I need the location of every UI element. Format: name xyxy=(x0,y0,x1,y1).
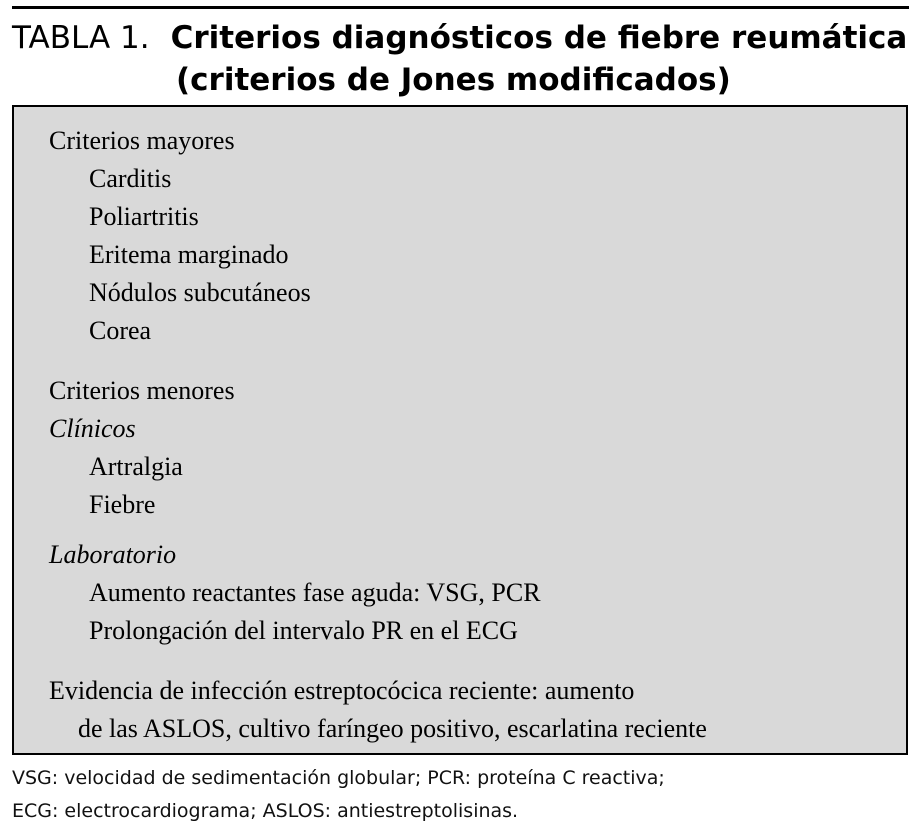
clinical-item-fever: Fiebre xyxy=(89,490,156,519)
criteria-box xyxy=(12,105,908,755)
table-title xyxy=(12,14,907,60)
major-item-erythema: Eritema marginado xyxy=(89,240,289,269)
table-label: TABLA 1. xyxy=(12,20,150,56)
top-rule xyxy=(12,6,909,9)
table-caption-line1: Criterios diagnósticos de fiebre reumática xyxy=(170,20,908,56)
table-caption-line2: (criterios de Jones modificados) xyxy=(176,62,731,98)
major-item-carditis: Carditis xyxy=(89,164,172,193)
evidence-line1: Evidencia de infección estreptocócica reciente: aumento xyxy=(49,676,635,705)
lab-item-pr-interval: Prolongación del intervalo PR en el ECG xyxy=(89,616,518,645)
minor-criteria-heading: Criterios menores xyxy=(49,376,235,405)
footnote-line2: ECG: electrocardiograma; ASLOS: antiestreptolisinas. xyxy=(12,800,519,822)
footnote-line1: VSG: velocidad de sedimentación globular; PCR: proteína C reactiva; xyxy=(12,767,665,789)
major-item-nodules: Nódulos subcutáneos xyxy=(89,278,311,307)
clinical-heading: Clínicos xyxy=(49,414,136,443)
major-criteria-heading: Criterios mayores xyxy=(49,126,235,155)
lab-item-acute-phase: Aumento reactantes fase aguda: VSG, PCR xyxy=(89,578,541,607)
lab-heading: Laboratorio xyxy=(49,540,177,569)
major-item-chorea: Corea xyxy=(89,316,152,345)
major-item-polyarthritis: Poliartritis xyxy=(89,202,199,231)
evidence-line2: de las ASLOS, cultivo faríngeo positivo, escarlatina reciente xyxy=(78,714,707,743)
clinical-item-arthralgia: Artralgia xyxy=(89,452,183,481)
